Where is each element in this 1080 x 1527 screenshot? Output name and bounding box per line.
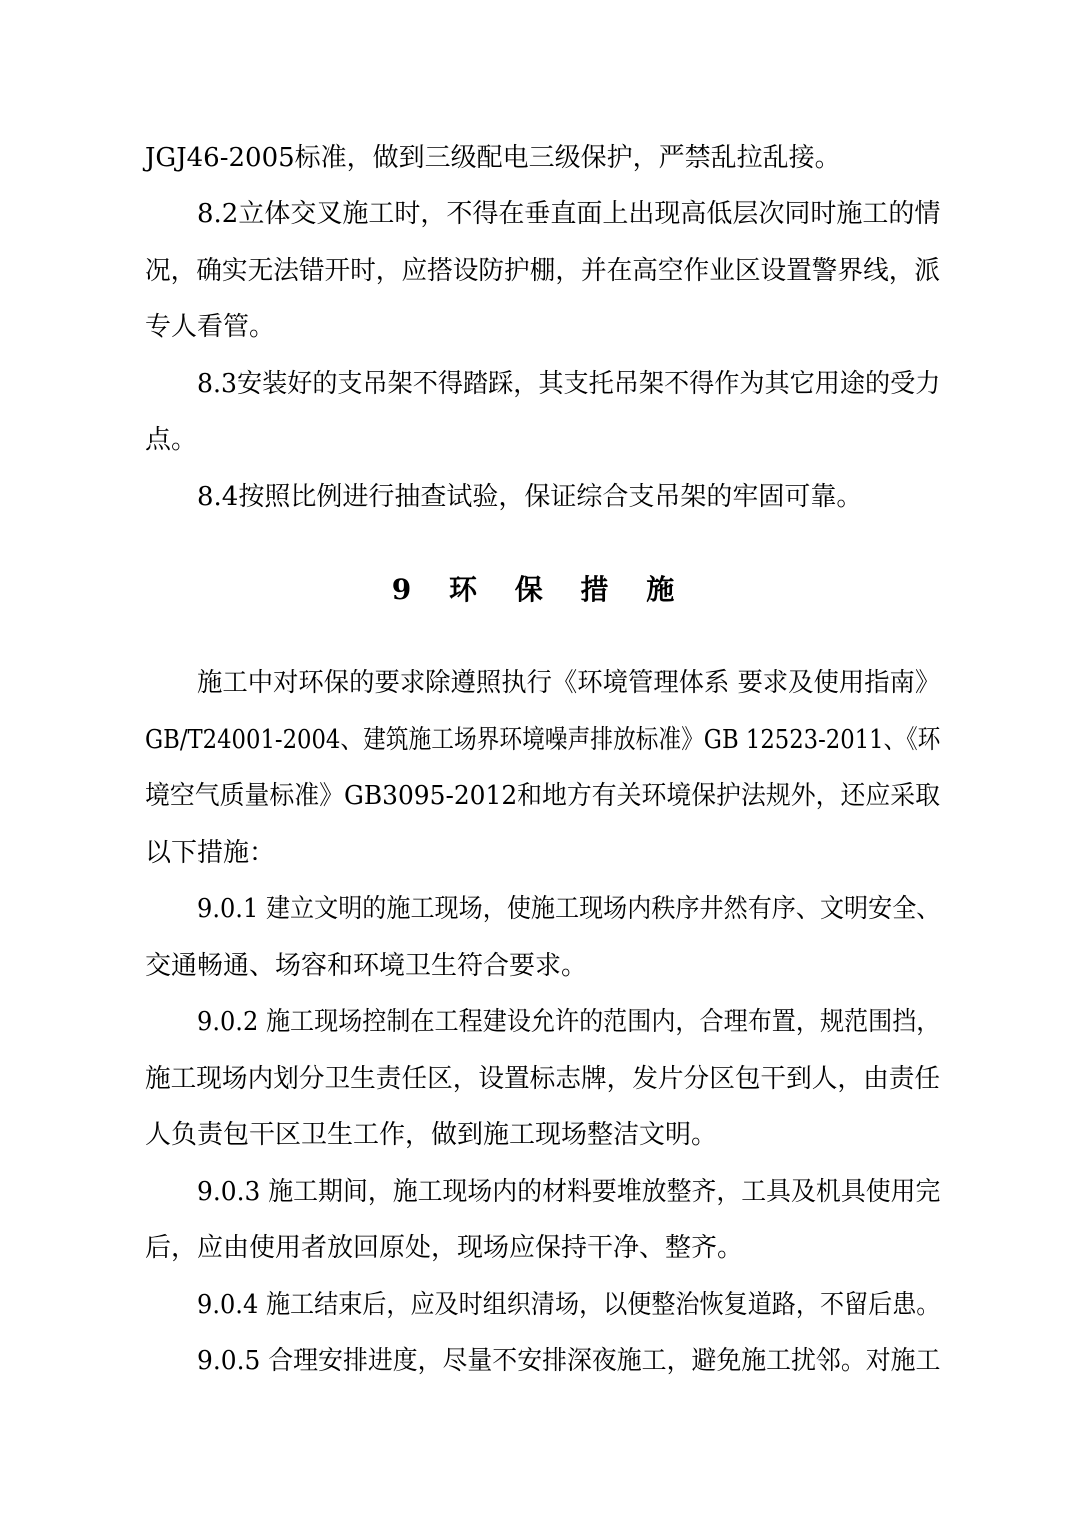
section-heading: 9 环 保 措 施 (391, 573, 689, 606)
paragraph-line: 境空气质量标准》GB3095-2012和地方有关环境保护法规外，还应采取 (145, 781, 940, 811)
paragraph-line: 以下措施： (145, 838, 276, 868)
paragraph-line: 施工现场内划分卫生责任区，设置标志牌，发片分区包干到人，由责任 (145, 1064, 941, 1094)
paragraph-line: 9.0.3 施工期间，施工现场内的材料要堆放整齐，工具及机具使用完 (197, 1177, 941, 1207)
paragraph-line: 专人看管。 (145, 312, 276, 342)
paragraph-line: JGJ46-2005标准，做到三级配电三级保护，严禁乱拉乱接。 (145, 143, 841, 173)
paragraph-line: 后，应由使用者放回原处，现场应保持干净、整齐。 (145, 1233, 744, 1263)
paragraph-line: 况，确实无法错开时，应搭设防护棚，并在高空作业区设置警界线，派 (145, 256, 941, 286)
paragraph-line: 8.4按照比例进行抽查试验，保证综合支吊架的牢固可靠。 (197, 482, 863, 512)
paragraph-line: 9.0.5 合理安排进度，尽量不安排深夜施工，避免施工扰邻。对施工 (197, 1346, 941, 1376)
paragraph-line: 9.0.1 建立文明的施工现场，使施工现场内秩序井然有序、文明安全、 (197, 894, 941, 924)
paragraph-line: 9.0.2 施工现场控制在工程建设允许的范围内，合理布置，规范围挡， (197, 1007, 941, 1037)
paragraph-line: 8.2立体交叉施工时，不得在垂直面上出现高低层次同时施工的情 (197, 199, 941, 229)
paragraph-line: 9.0.4 施工结束后，应及时组织清场，以便整治恢复道路，不留后患。 (197, 1290, 941, 1320)
paragraph-line: GB/T24001-2004、建筑施工场界环境噪声排放标准》GB 12523-2011、《环 (145, 725, 941, 755)
paragraph-line: 交通畅通、场容和环境卫生符合要求。 (145, 951, 588, 981)
paragraph-line: 8.3安装好的支吊架不得踏踩，其支托吊架不得作为其它用途的受力 (197, 369, 941, 399)
paragraph-line: 人负责包干区卫生工作，做到施工现场整洁文明。 (145, 1120, 718, 1150)
paragraph-line: 点。 (145, 425, 198, 455)
paragraph-line: 施工中对环保的要求除遵照执行《环境管理体系 要求及使用指南》 (197, 668, 941, 698)
